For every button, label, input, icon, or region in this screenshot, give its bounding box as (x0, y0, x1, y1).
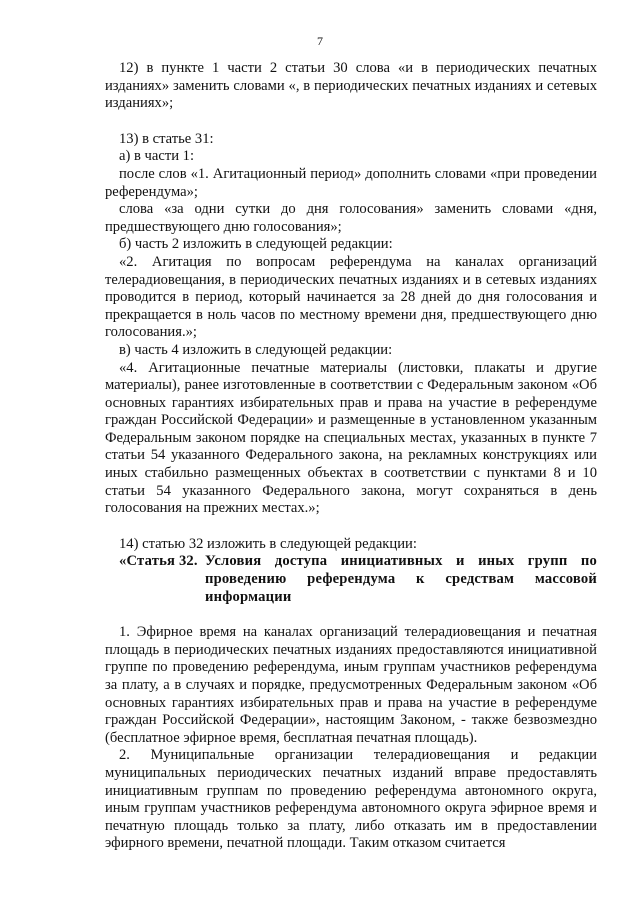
article-label: «Статья 32. (119, 553, 198, 570)
article-title: Условия доступа инициативных и иных групп по проведению референдума к средствам массовой информации (205, 553, 597, 605)
paragraph-item-14: 14) статью 32 изложить в следующей редакции: (119, 535, 417, 552)
spacer (105, 606, 597, 624)
paragraph-amendment-1: после слов «1. Агитационный период» дополнить словами «при проведении референдума»; (105, 165, 597, 200)
paragraph-subitem-b: б) часть 2 изложить в следующей редакции: (119, 236, 393, 253)
paragraph-part-4-text: «4. Агитационные печатные материалы (листовки, плакаты и другие материалы), ранее изготовленные в соответствии с Федеральным законом «Об основных гарантиях избирательных прав и права на участие в референдуме граждан Российской Федерации» и размещенные в установленном указанным Федеральным законом порядке на специальных местах, указанных в пункте 7 статьи 54 указанного Федерального закона, на рекламных конструкциях или иных стабильно размещенных объектах в соответствии с пунктами 8 и 10 статьи 54 указанного Федерального закона, могут сохраняться в день голосования на прежних местах.»; (105, 359, 597, 517)
paragraph-part-2-text: «2. Агитация по вопросам референдума на каналах организаций телерадиовещания, в периодических печатных изданиях и в сетевых изданиях проводится в период, который начинается за 28 дней до дня голосования и прекращается в ноль часов по местному времени дня, предшествующего дню голосования.»; (105, 253, 597, 341)
document-body (105, 60, 597, 853)
article-paragraph-2: 2. Муниципальные организации телерадиовещания и редакции муниципальных периодических печатных изданий вправе предоставлять инициативным группам по проведению референдума автономного округа, иным группам участников референдума автономного округа эфирное время и печатную площадь только за плату, либо отказать им в предоставлении эфирного времени, печатной площади. Таким отказом считается (105, 747, 597, 852)
paragraph-subitem-v: в) часть 4 изложить в следующей редакции: (119, 341, 393, 358)
paragraph-subitem-a: а) в части 1: (119, 148, 195, 165)
spacer (105, 113, 597, 131)
article-paragraph-1: 1. Эфирное время на каналах организаций телерадиовещания и печатная площадь в периодических печатных изданиях предоставляются инициативной группе по проведению референдума, иным группам участников референдума за плату, а в случаях и порядке, предусмотренных Федеральным законом «Об основных гарантиях избирательных прав и права на участие в референдуме граждан Российской Федерации», настоящим Законом, - также безвозмездно (бесплатное эфирное время, бесплатная печатная площадь). (105, 624, 597, 746)
spacer (105, 518, 597, 536)
page-number: 7 (317, 34, 323, 48)
article-heading (105, 553, 597, 606)
paragraph-amendment-2: слова «за одни сутки до дня голосования» заменить словами «дня, предшествующего дню голосования»; (105, 201, 597, 235)
paragraph-item-13: 13) в статье 31: (119, 130, 214, 147)
paragraph-item-12: 12) в пункте 1 части 2 статьи 30 слова «и в периодических печатных изданиях» заменить словами «, в периодических печатных изданиях и сетевых изданиях»; (105, 60, 597, 112)
